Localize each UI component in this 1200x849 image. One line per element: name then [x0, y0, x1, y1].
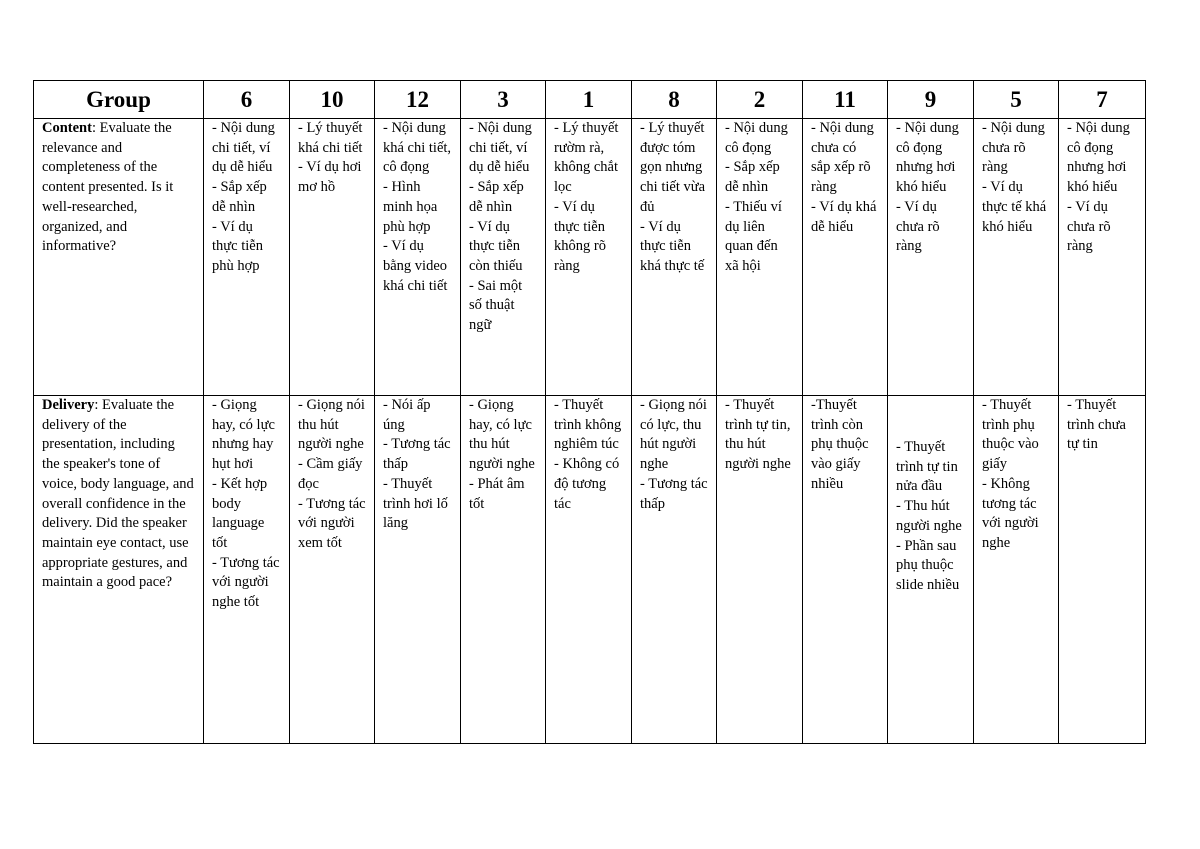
evaluation-cell — [974, 396, 1059, 744]
evaluation-text: - Giọng nói thu hút người nghe - Cầm giấy đọc - Tương tác với người xem tốt — [298, 397, 366, 551]
evaluation-cell — [974, 119, 1059, 396]
evaluation-cell — [290, 119, 375, 396]
evaluation-cell — [204, 119, 290, 396]
evaluation-cell — [717, 119, 803, 396]
content-criterion-row — [34, 119, 1146, 396]
evaluation-cell — [632, 119, 717, 396]
evaluation-cell — [375, 396, 461, 744]
evaluation-text: - Nội dung chi tiết, ví dụ dễ hiểu - Sắp xếp dễ nhìn - Ví dụ thực tiễn phù hợp — [212, 120, 275, 274]
group-header-label: Group — [34, 81, 204, 119]
evaluation-text: - Nội dung cô đọng nhưng hơi khó hiểu - Ví dụ chưa rõ ràng — [896, 120, 959, 255]
evaluation-text: - Lý thuyết khá chi tiết - Ví dụ hơi mơ hồ — [298, 120, 363, 196]
group-number: 6 — [204, 81, 290, 119]
criterion-label: Content — [42, 120, 92, 136]
evaluation-text: - Nội dung cô đọng - Sắp xếp dễ nhìn - Thiếu ví dụ liên quan đến xã hội — [725, 120, 788, 274]
evaluation-text: - Nói ấp úng - Tương tác thấp - Thuyết trình hơi lố lăng — [383, 397, 451, 532]
evaluation-text: - Nội dung chưa có sắp xếp rõ ràng - Ví dụ khá dễ hiểu — [811, 120, 877, 235]
group-number: 8 — [632, 81, 717, 119]
evaluation-text: - Nội dung chưa rõ ràng - Ví dụ thực tế khá khó hiểu — [982, 120, 1047, 235]
evaluation-text: - Thuyết trình phụ thuộc vào giấy - Không tương tác với người nghe — [982, 397, 1039, 551]
group-number: 3 — [461, 81, 546, 119]
evaluation-text: - Thuyết trình tự tin, thu hút người nghe — [725, 397, 791, 473]
evaluation-text: - Nội dung chi tiết, ví dụ dễ hiểu - Sắp xếp dễ nhìn - Ví dụ thực tiễn còn thiếu - Sai một số thuật ngữ — [469, 120, 532, 334]
evaluation-text: - Giọng hay, có lực thu hút người nghe - Phát âm tốt — [469, 397, 535, 512]
evaluation-text: - Giọng nói có lực, thu hút người nghe - Tương tác thấp — [640, 397, 708, 512]
group-number: 1 — [546, 81, 632, 119]
evaluation-text: - Thuyết trình tự tin nửa đầu - Thu hút người nghe - Phần sau phụ thuộc slide nhiều — [896, 439, 962, 593]
delivery-criterion-cell — [34, 396, 204, 744]
evaluation-cell — [1059, 396, 1146, 744]
evaluation-cell — [204, 396, 290, 744]
criterion-description: : Evaluate the delivery of the presentation, including the speaker's tone of voice, body language, and overall confidence in the delivery. Did the speaker maintain eye contact, use appropriate gestures, and maintain a good pace? — [42, 397, 194, 591]
group-number: 11 — [803, 81, 888, 119]
evaluation-cell — [1059, 119, 1146, 396]
evaluation-text: - Lý thuyết được tóm gọn nhưng chi tiết vừa đủ - Ví dụ thực tiễn khá thực tế — [640, 120, 706, 274]
content-criterion-cell — [34, 119, 204, 396]
evaluation-cell — [375, 119, 461, 396]
evaluation-text: -Thuyết trình còn phụ thuộc vào giấy nhiều — [811, 397, 869, 492]
evaluation-cell — [888, 119, 974, 396]
group-number: 10 — [290, 81, 375, 119]
evaluation-cell — [632, 396, 717, 744]
delivery-criterion-row — [34, 396, 1146, 744]
evaluation-text: - Lý thuyết rườm rà, không chắt lọc - Ví dụ thực tiễn không rõ ràng — [554, 120, 619, 274]
evaluation-cell — [803, 119, 888, 396]
criterion-description: : Evaluate the relevance and completeness of the content presented. Is it well-researched, organized, and informative? — [42, 120, 174, 255]
group-number: 9 — [888, 81, 974, 119]
evaluation-text: - Nội dung khá chi tiết, cô đọng - Hình minh họa phù hợp - Ví dụ bằng video khá chi tiết — [383, 120, 452, 294]
evaluation-text: - Thuyết trình chưa tự tin — [1067, 397, 1126, 453]
evaluation-cell — [461, 396, 546, 744]
criterion-label: Delivery — [42, 397, 95, 413]
evaluation-cell — [803, 396, 888, 744]
header-row — [34, 81, 1146, 119]
evaluation-cell — [546, 396, 632, 744]
evaluation-cell — [717, 396, 803, 744]
evaluation-cell — [546, 119, 632, 396]
group-number: 7 — [1059, 81, 1146, 119]
evaluation-text: - Nội dung cô đọng nhưng hơi khó hiểu - Ví dụ chưa rõ ràng — [1067, 120, 1130, 255]
evaluation-cell — [461, 119, 546, 396]
group-number: 12 — [375, 81, 461, 119]
evaluation-cell — [888, 396, 974, 744]
evaluation-text: - Thuyết trình không nghiêm túc - Không có độ tương tác — [554, 397, 622, 512]
group-number: 5 — [974, 81, 1059, 119]
group-number: 2 — [717, 81, 803, 119]
evaluation-cell — [290, 396, 375, 744]
evaluation-text: - Giọng hay, có lực nhưng hay hụt hơi - Kết hợp body language tốt - Tương tác với người nghe tốt — [212, 397, 280, 611]
evaluation-rubric-table — [33, 80, 1146, 744]
